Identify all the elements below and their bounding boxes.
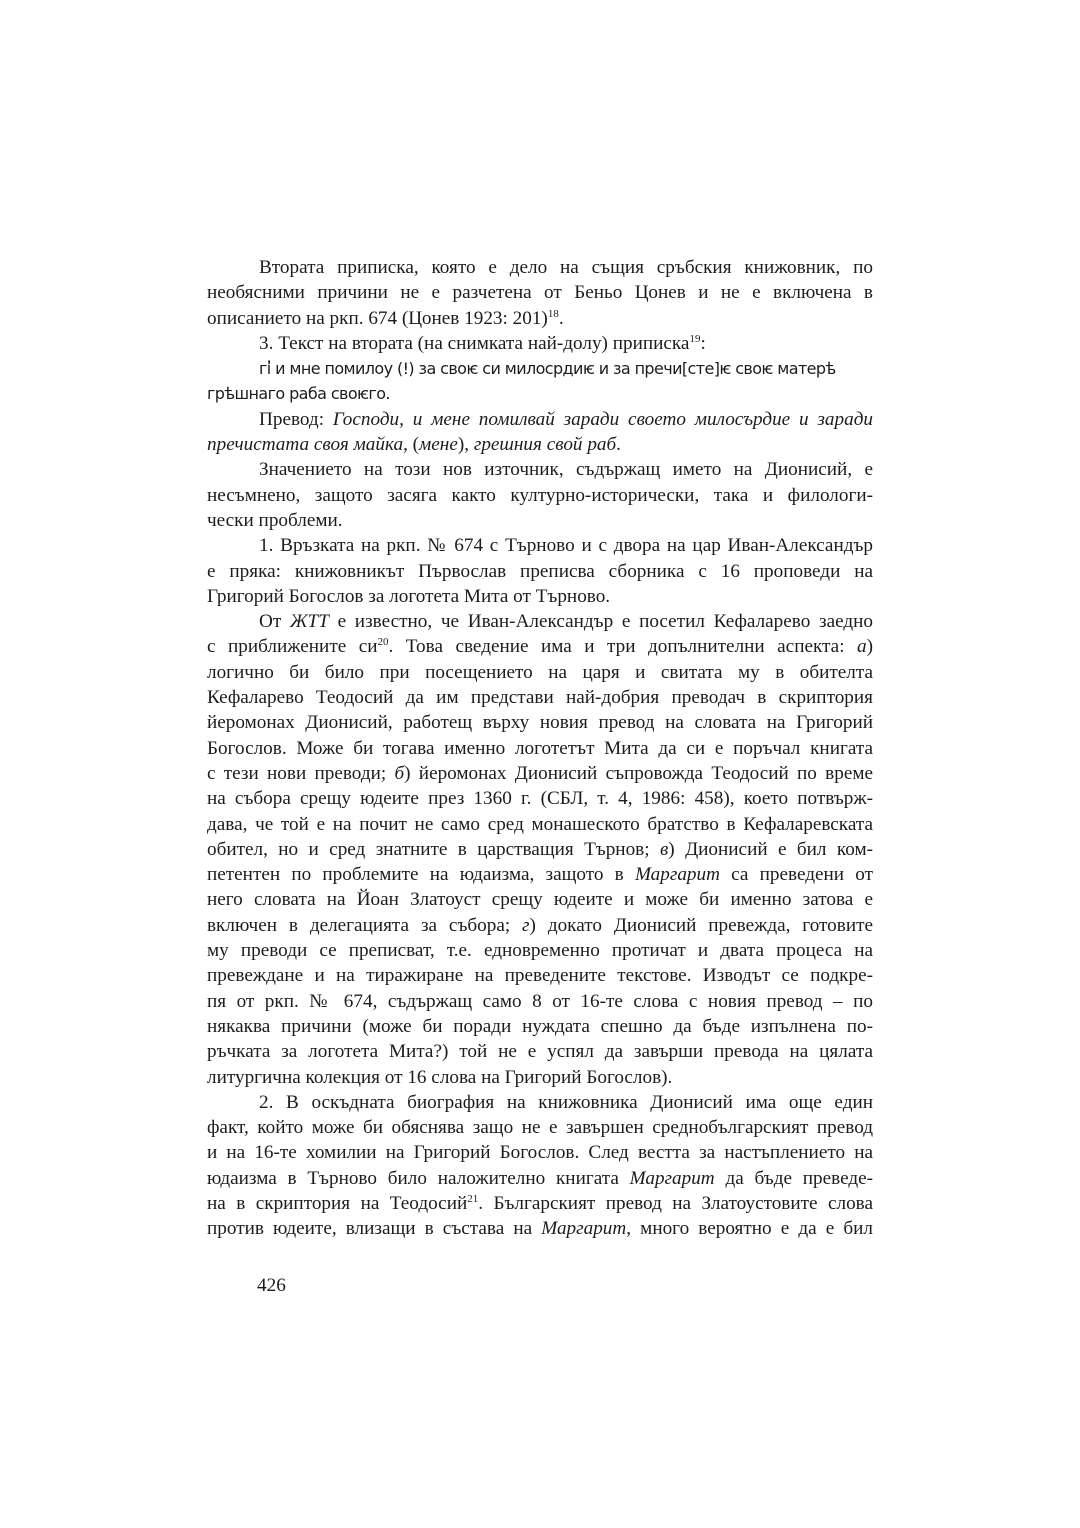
text-line: Богослов. Може би тогава именно логотетът Мита да си е поръчал книгата (207, 737, 873, 759)
text-line: необясними причини не е разчетена от Беньо Цонев и не е включена в (207, 282, 873, 304)
slavonic-quote-line: грѣшнаго раба своѥго. (207, 384, 390, 404)
text-segment: . (616, 434, 621, 456)
book-title: Маргарит (634, 864, 720, 886)
translation-paragraph (207, 407, 873, 458)
text-line: Значението на този нов източник, съдържащ името на Дионисий, е (259, 459, 873, 481)
text-line: пя от ркп. № 674, съдържащ само 8 от 16-те слова с новия превод – по (207, 990, 873, 1012)
text-line (207, 761, 873, 786)
text-line (207, 1191, 873, 1216)
text-line: чески проблеми. (207, 509, 343, 531)
translation-text: грешния свой раб (473, 434, 617, 456)
text-line: 1. Връзката на ркп. № 674 с Търново и с двора на цар Иван-Александър (259, 535, 873, 557)
text-line: му преводи се преписват, т.е. едновременно протичат и двата процеса на (207, 940, 873, 962)
book-title: Маргарит (629, 1167, 715, 1189)
text-segment: . Българският превод на Златоустовите слова (478, 1192, 873, 1214)
text-segment: От (259, 611, 290, 633)
paragraph-6 (207, 609, 873, 1090)
text-segment: обител, но и сред знатните в царстващия Търнов; (207, 838, 660, 860)
text-line: логично би било при посещението на царя и свитата му в обителта (207, 661, 873, 683)
list-letter: б (394, 762, 405, 784)
paragraph-4 (207, 457, 873, 533)
text-line (207, 837, 873, 862)
text-line (207, 407, 873, 432)
text-line: на събора срещу юдеите през 1360 г. (СБЛ, т. 4, 1986: 458), което потвърж- (207, 788, 873, 810)
text-line (207, 913, 873, 938)
text-segment: ) докато Дионисий превежда, готовите (529, 914, 873, 936)
text-segment: да бъде преведе- (714, 1167, 873, 1189)
text-line (207, 1216, 873, 1241)
list-letter: г (522, 914, 530, 936)
text-segment: с приближените си (207, 636, 378, 658)
text-line: литургична колекция от 16 слова на Григорий Богослов). (207, 1066, 673, 1088)
text-segment: ), (457, 434, 474, 456)
text-line: йеромонах Дионисий, работещ върху новия превод на словата на Григорий (207, 712, 873, 734)
page-number: 426 (257, 1275, 286, 1296)
translation-text: пречистата своя майка (207, 434, 404, 456)
translation-text: Господи, и мене помилвай заради своето милосърдие и заради (332, 408, 873, 430)
page-body (207, 255, 873, 1242)
text-segment: петентен по проблемите на юдаизма, защото в (207, 864, 635, 886)
text-line: факт, който може би обяснява защо не е завършен среднобългарският превод (207, 1117, 873, 1139)
list-letter: в (659, 838, 669, 860)
text-segment: , много вероятно е да е бил (626, 1218, 873, 1240)
text-segment: 3. Текст на втората (на снимката най-долу) приписка (259, 332, 690, 354)
text-segment: ) йеромонах Дионисий съпровожда Теодосий по време (404, 762, 874, 784)
text-line: ръчката за логотета Мита?) той не е успял да завърши превода на цялата (207, 1041, 873, 1063)
text-segment: , ( (403, 434, 420, 456)
text-segment: . Това сведение има и три допълнителни аспекта: (388, 636, 858, 658)
text-line (207, 609, 873, 634)
text-segment: ) Дионисий е бил ком- (668, 838, 873, 860)
text-line (207, 1166, 873, 1191)
text-segment: е известно, че Иван-Александър е посетил Кефаларево заедно (328, 611, 873, 633)
footnote-ref-19[interactable]: 19 (689, 332, 701, 345)
text-line: Григорий Богослов за логотета Мита от Търново. (207, 585, 611, 607)
text-line: 2. В оскъдната биография на книжовника Дионисий има още един (259, 1091, 873, 1113)
paragraph-5 (207, 533, 873, 609)
translation-text: мене (419, 434, 458, 456)
translation-label: Превод: (259, 408, 325, 430)
text-segment: с тези нови преводи; (207, 762, 395, 784)
text-segment: са преведени от (719, 864, 873, 886)
text-line: е пряка: книжовникът Първослав преписва сборника с 16 проповеди на (207, 560, 873, 582)
text-segment: на в скриптория на Теодосий (207, 1192, 468, 1214)
abbreviation-ztt: ЖТТ (289, 611, 329, 633)
list-letter: а (857, 636, 867, 658)
footnote-ref-20[interactable]: 20 (377, 636, 389, 649)
footnote-ref-21[interactable]: 21 (467, 1192, 479, 1205)
text-line: Втората приписка, която е дело на същия сръбския книжовник, по (259, 257, 873, 278)
text-line: несъмнено, защото засяга както културно-исторически, така и филологи- (207, 484, 873, 506)
book-title: Маргарит (541, 1218, 627, 1240)
text-line: него словата на Йоан Златоуст срещу юдеите и може би именно затова е (207, 889, 873, 911)
text-line: дава, че той е на почит не само сред монашеското братство в Кефаларевската (207, 813, 873, 835)
slavonic-quote-line: гi̓ и мне помилоу (!) за своѥ си милосрдиѥ и за пречи[сте]ѥ своѥ матерѣ (259, 359, 836, 379)
text-line: 3. Текст на втората (на снимката най-долу) приписка$^{19}$: (259, 332, 706, 354)
text-segment: юдаизма в Търново било наложително книгата (207, 1167, 630, 1189)
paragraph-2 (207, 331, 873, 407)
text-segment: описанието на ркп. 674 (Цонев 1923: 201) (207, 307, 548, 329)
text-line: превеждане и на тиражиране на преведените текстове. Изводът се подкре- (207, 965, 873, 987)
text-line: Кефаларево Теодосий да им представи най-добрия преводач в скриптория (207, 687, 873, 709)
paragraph-1 (207, 255, 873, 331)
text-line: и на 16-те хомилии на Григорий Богослов. След вестта за настъплението на (207, 1142, 873, 1164)
text-line (207, 862, 873, 887)
text-line: описанието на ркп. 674 (Цонев 1923: 201)$^{18}$. (207, 307, 564, 329)
footnote-ref-18[interactable]: 18 (547, 307, 559, 320)
paragraph-7 (207, 1090, 873, 1242)
text-line (207, 432, 873, 457)
text-line (207, 634, 873, 659)
text-line: някаква причини (може би поради нуждата спешно да бъде изпълнена по- (207, 1015, 873, 1037)
text-segment: против юдеите, влизащи в състава на (207, 1218, 542, 1240)
text-segment: включен в делегацията за събора; (207, 914, 523, 936)
text-segment: ) (866, 636, 873, 658)
